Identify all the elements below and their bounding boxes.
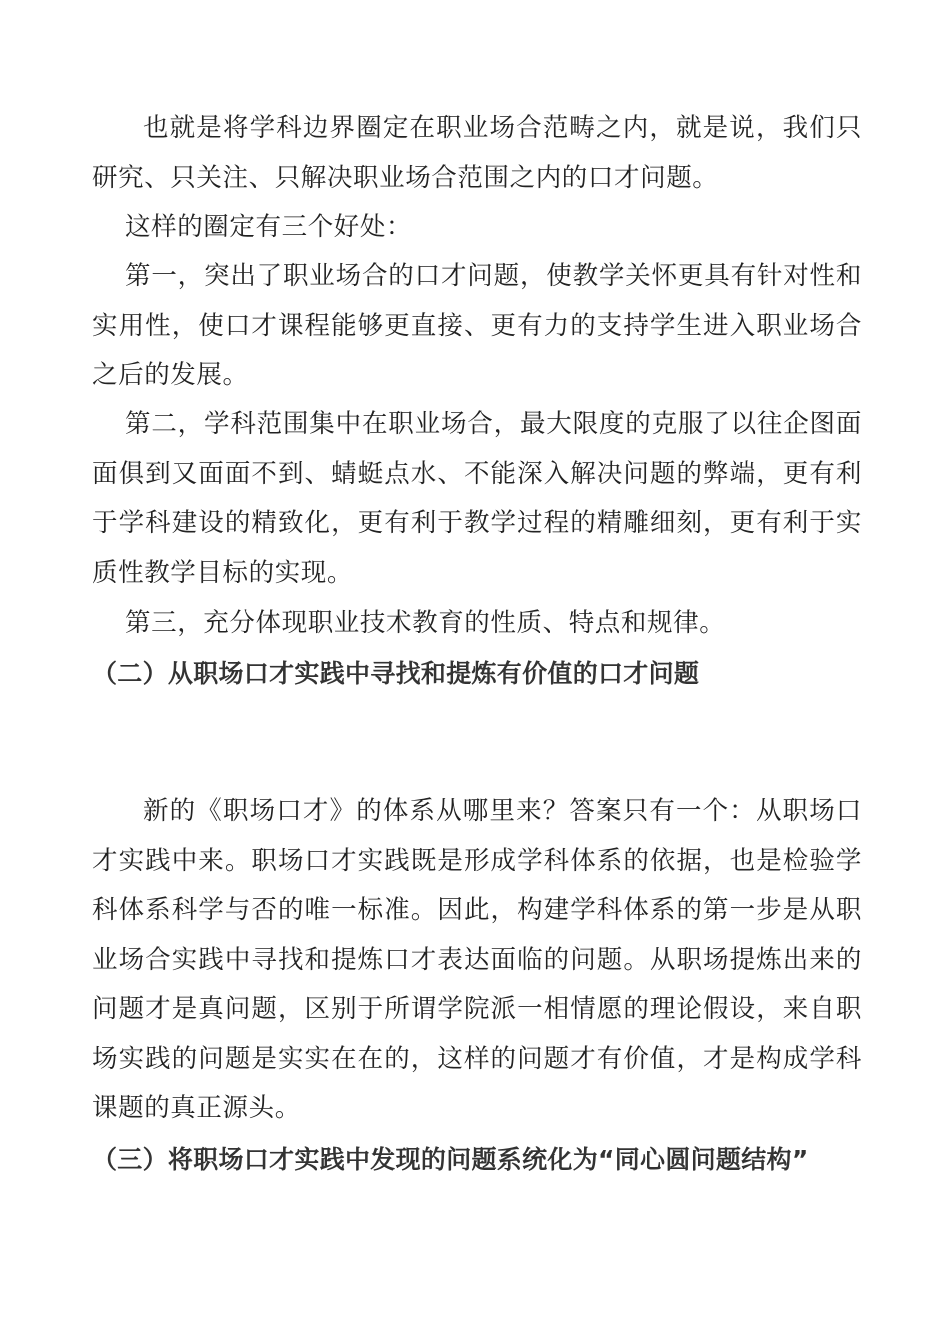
section-heading-two: （二）从职场口才实践中寻找和提炼有价值的口才问题 <box>92 659 700 688</box>
paragraph-benefit-first: 第一，突出了职业场合的口才问题，使教学关怀更具有针对性和实用性，使口才课程能够更直接、更有力的支持学生进入职业场合之后的发展。 <box>92 261 862 390</box>
paragraph-benefit-third: 第三，充分体现职业技术教育的性质、特点和规律。 <box>125 608 726 638</box>
paragraph-scope-definition: 也就是将学科边界圈定在职业场合范畴之内，就是说，我们只研究、只关注、只解决职业场合范围之内的口才问题。 <box>92 113 862 193</box>
paragraph-section-two-body: 新的《职场口才》的体系从哪里来？答案只有一个：从职场口才实践中来。职场口才实践既是形成学科体系的依据，也是检验学科体系科学与否的唯一标准。因此，构建学科体系的第一步是从职业场合实践中寻找和提炼口才表达面临的问题。从职场提炼出来的问题才是真问题，区别于所谓学院派一相情愿的理论假设，来自职场实践的问题是实实在在的，这样的问题才有价值，才是构成学科课题的真正源头。 <box>92 796 862 1123</box>
paragraph-benefit-second: 第二，学科范围集中在职业场合，最大限度的克服了以往企图面面俱到又面面不到、蜻蜓点水、不能深入解决问题的弊端，更有利于学科建设的精致化，更有利于教学过程的精雕细刻，更有利于实质性教学目标的实现。 <box>92 409 862 588</box>
section-heading-three: （三）将职场口才实践中发现的问题系统化为“同心圆问题结构” <box>92 1145 809 1174</box>
paragraph-three-benefits-intro: 这样的圈定有三个好处： <box>125 212 413 242</box>
